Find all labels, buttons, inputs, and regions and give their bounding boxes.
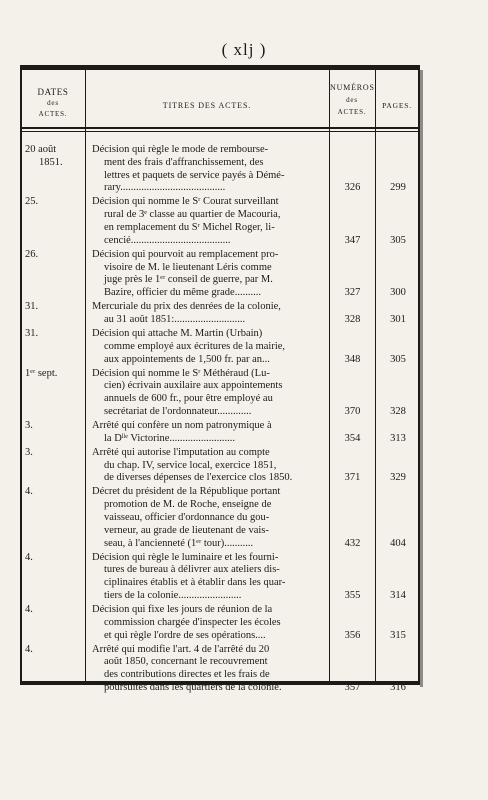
entry-date xyxy=(25,486,85,499)
entry-numero: 328 xyxy=(344,313,361,325)
entry-date-line: 4. xyxy=(25,643,33,655)
entry-numero: 347 xyxy=(344,234,361,246)
entry-title-line: vaisseau, officier d'ordonnance du gou- xyxy=(104,511,270,523)
entry-title-line: cien) écrivain auxilaire aux appointements xyxy=(104,380,283,392)
entry-title xyxy=(92,644,330,695)
entry-date-line: 26. xyxy=(25,248,39,260)
entry-title-line: ment des frais d'affranchissement, des xyxy=(104,156,264,168)
entry-page: 316 xyxy=(390,681,406,693)
entry-page: 328 xyxy=(390,405,406,417)
entry-title-line: rural de 3ᵉ classe au quartier de Macouria, xyxy=(104,209,281,221)
entry-title-line: en remplacement du Sʳ Michel Roger, li- xyxy=(104,221,275,233)
entry-title-line: promotion de M. de Roche, enseigne de xyxy=(104,499,272,511)
entry-numero: 355 xyxy=(344,589,361,601)
entry-page: 329 xyxy=(390,472,406,484)
entry-date-line: 25. xyxy=(25,196,39,208)
entry-date-line: 20 août xyxy=(25,144,57,155)
entry-title xyxy=(92,420,330,446)
entry-title xyxy=(92,328,330,366)
entry-page: 315 xyxy=(390,629,406,641)
entry-date xyxy=(25,420,85,433)
entry-date-line: 1851. xyxy=(39,156,63,168)
entry-title-line: secrétariat de l'ordonnateur............. xyxy=(104,405,252,417)
entry-title-line: tiers de la colonie........................ xyxy=(104,589,242,601)
entry-date xyxy=(25,301,85,314)
entry-page: 313 xyxy=(390,432,406,444)
entry-page: 404 xyxy=(390,537,406,549)
entry-title-line: Décision qui nomme le Sʳ Méthéraud (Lu- xyxy=(92,367,270,379)
entry-title-line: lettres et paquets de service payés à Démé- xyxy=(104,169,285,181)
entry-title-line: la Dˡˡᵉ Victorine......................... xyxy=(104,432,236,444)
entry-title xyxy=(92,144,330,195)
entry-date xyxy=(25,604,85,617)
entry-date-line: 31. xyxy=(25,328,39,339)
entry-title-line: cencié...................................... xyxy=(104,234,231,246)
entry-title-line: Arrêté qui autorise l'imputation au compte xyxy=(92,446,270,458)
entry-date xyxy=(25,144,85,170)
column-divider-dates xyxy=(85,67,86,683)
entry-date-line: 4. xyxy=(25,486,33,498)
entry-title-line: Mercuriale du prix des denrées de la colonie, xyxy=(92,301,281,313)
entry-numero: 326 xyxy=(344,182,361,194)
entry-date xyxy=(25,328,85,341)
entry-title-line: et qui règle l'ordre de ses opérations.... xyxy=(104,629,266,641)
header-rule-thin xyxy=(21,131,419,132)
entry-title-line: Décision qui fixe les jours de réunion de la xyxy=(92,604,273,615)
entry-numero: 354 xyxy=(344,432,361,444)
entry-numero: 348 xyxy=(344,353,361,365)
entry-date xyxy=(25,196,85,209)
entry-title-line: visoire de M. le lieutenant Léris comme xyxy=(104,261,272,273)
entry-title-line: août 1850, concernant le recouvrement xyxy=(104,656,268,668)
table-shadow xyxy=(420,70,423,687)
entry-title-line: Décision qui règle le mode de rembourse- xyxy=(92,144,269,155)
entry-date-line: 3. xyxy=(25,420,33,431)
header-pages: PAGES. xyxy=(382,101,412,110)
entry-page: 301 xyxy=(390,313,406,325)
entry-title xyxy=(92,249,330,300)
entry-title xyxy=(92,604,330,642)
entry-date-line: 3. xyxy=(25,446,33,458)
entry-title-line: juge près le 1ᵉʳ conseil de guerre, par M. xyxy=(104,274,273,286)
entry-numero: 370 xyxy=(344,405,361,417)
entry-title-line: seau, à l'ancienneté (1ᵉʳ tour)........... xyxy=(104,537,254,549)
entry-page: 314 xyxy=(390,589,406,601)
entry-numero: 371 xyxy=(344,472,361,484)
column-divider-numeros xyxy=(375,67,376,683)
entry-numero: 356 xyxy=(344,629,361,641)
entry-date-line: 31. xyxy=(25,301,39,313)
entry-title-line: Décision qui nomme le Sʳ Courat surveillant xyxy=(92,196,279,208)
entry-title-line: Décision qui pourvoit au remplacement pro- xyxy=(92,248,279,260)
entry-date-line: 4. xyxy=(25,551,33,563)
entry-title-line: de diverses dépenses de l'exercice clos 1850. xyxy=(104,472,293,484)
entry-title-line: Arrêté qui confère un nom patronymique à xyxy=(92,420,272,431)
entry-numero: 432 xyxy=(344,537,361,549)
header-dates: DATES des ACTES. xyxy=(37,87,69,118)
entry-title xyxy=(92,447,330,485)
entry-title-line: tures de bureau à délivrer aux ateliers dis- xyxy=(104,564,280,576)
entry-date xyxy=(25,447,85,460)
entry-title-line: comme employé aux écritures de la mairie, xyxy=(104,340,286,352)
page-number: ( xlj ) xyxy=(221,40,267,59)
entry-numero: 357 xyxy=(344,681,361,693)
entry-title xyxy=(92,196,330,247)
entry-date xyxy=(25,368,85,381)
entry-title-line: Arrêté qui modifie l'art. 4 de l'arrêté du 20 xyxy=(92,643,270,655)
entry-date xyxy=(25,552,85,565)
entry-page: 300 xyxy=(390,287,406,299)
entry-title-line: du chap. IV, service local, exercice 1851, xyxy=(104,459,277,471)
entry-title xyxy=(92,301,330,327)
entry-title-line: commission chargée d'inspecter les écoles xyxy=(104,616,281,628)
entry-title-line: Décret du président de la République portant xyxy=(92,486,281,498)
entry-title xyxy=(92,552,330,603)
header-rule xyxy=(21,127,419,129)
entry-title xyxy=(92,368,330,419)
entry-date xyxy=(25,644,85,657)
entry-title-line: rary........................................ xyxy=(104,182,226,194)
entry-title-line: Décision qui règle le luminaire et les fourni- xyxy=(92,551,279,563)
entry-page: 299 xyxy=(390,182,406,194)
header-numeros: NUMÉROS des ACTES. xyxy=(330,83,375,116)
entry-title-line: poursuites dans les quartiers de la colonie. xyxy=(104,681,282,693)
entry-numero: 327 xyxy=(344,287,361,299)
entry-title-line: Décision qui attache M. Martin (Urbain) xyxy=(92,328,263,339)
header-titres: TITRES DES ACTES. xyxy=(162,101,252,110)
table-top-rule xyxy=(20,65,420,70)
entry-title-line: ciplinaires établis et à établir dans les quar- xyxy=(104,577,286,589)
entry-page: 305 xyxy=(390,234,406,246)
entry-title-line: aux appointements de 1,500 fr. par an... xyxy=(104,353,270,365)
entry-title-line: des contributions directes et les frais de xyxy=(104,669,270,681)
entry-date-line: 1ᵉʳ sept. xyxy=(25,367,58,379)
entry-title-line: annuels de 600 fr., pour être employé au xyxy=(104,393,273,405)
entry-date-line: 4. xyxy=(25,604,33,615)
entry-title-line: verneur, au grade de lieutenant de vais- xyxy=(104,524,269,536)
entry-page: 305 xyxy=(390,353,406,365)
entry-title xyxy=(92,486,330,550)
entry-title-line: au 31 août 1851:........................... xyxy=(104,313,246,325)
entry-date xyxy=(25,249,85,262)
entry-title-line: Bazire, officier du même grade.......... xyxy=(104,287,261,299)
